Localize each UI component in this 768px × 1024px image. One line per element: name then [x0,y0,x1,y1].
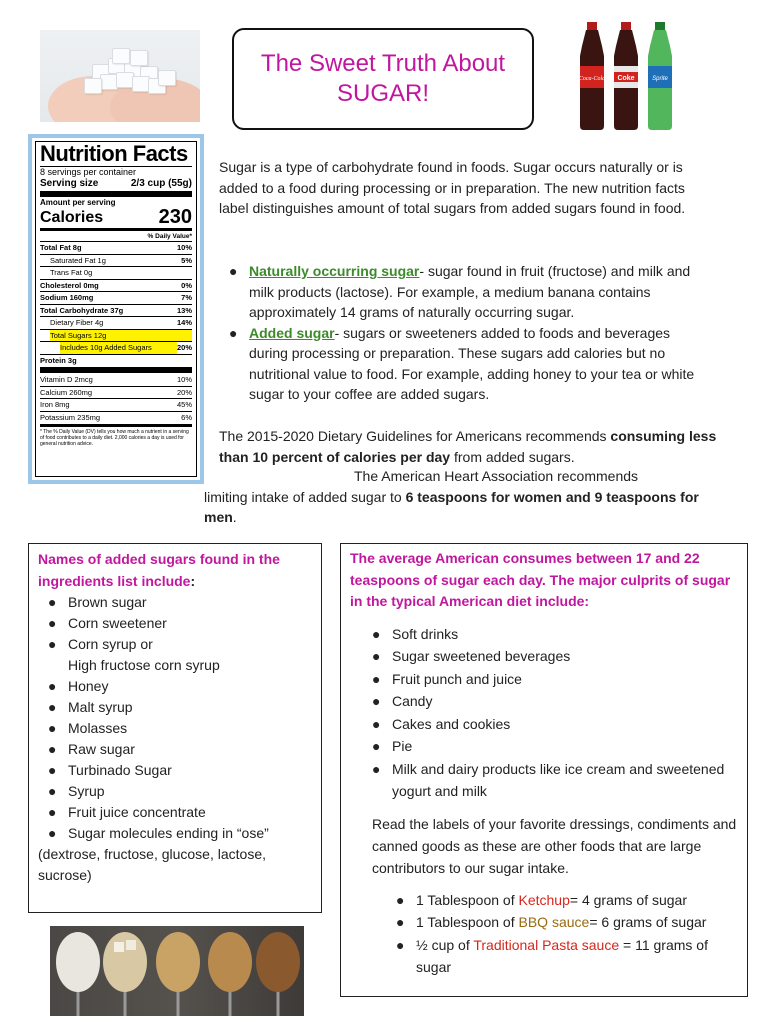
vitamin-label: Potassium 235mg [40,412,101,422]
average-consumption-box [340,543,748,997]
vitamin-dv: 45% [176,400,192,409]
naturally-occurring-text: - sugar found in fruit (fructose) and milk and milk products (lactose). For example, a medium banana contains approximately 14 grams of naturally occurring sugar. [249,263,691,320]
nutrient-label: Saturated Fat 1g [50,255,106,265]
list-item: ● Sugar sweetened beverages [372,648,571,664]
aha-pre: limiting intake of added sugar to [204,488,406,505]
nutrient-dv: 13% [176,305,192,315]
sugar-types-list [219,261,709,405]
title-line-2: SUGAR! [336,80,429,107]
vitamin-dv: 10% [176,375,192,384]
sugar-hands-photo [40,30,200,122]
ose-examples: (dextrose, fructose, glucose, lactose, sucrose) [38,846,266,883]
added-sugar-names-box [28,543,322,913]
sugar-examples-list [350,889,737,979]
pasta-sauce-label: Traditional Pasta sauce [473,936,620,953]
nutrient-label: Dietary Fiber 4g [50,318,104,327]
nutrient-dv: 7% [181,293,192,302]
nutrient-row [40,329,192,342]
ketchup-label: Ketchup [518,891,570,908]
cola-bottle-1 [579,22,605,130]
vitamin-label: Vitamin D 2mcg [40,375,93,384]
nutrient-rows [40,241,192,366]
naturally-occurring-term: Naturally occurring sugar [249,263,420,279]
nutrient-label: Protein 3g [40,355,77,365]
bottle-3-label: Sprite [652,76,668,82]
vitamin-dv: 6% [181,412,192,422]
raw-sugar-spoon [103,932,147,992]
aha-post: . [232,509,237,525]
list-item: ● Corn syrup or High fructose corn syrup [48,636,220,673]
nutrient-label: Cholesterol 0mg [40,280,99,290]
guidelines-bold: consuming less than 10 percent of calories per day [219,428,717,465]
serving-size-value: 2/3 cup (55g) [130,178,192,189]
list-item: ● Fruit punch and juice [372,670,522,687]
list-item: ● Raw sugar [48,741,135,757]
vitamin-label: Calcium 260mg [40,387,93,397]
list-item: ● Cakes and cookies [372,715,511,732]
list-item: ● Sugar molecules ending in “ose” [48,825,269,841]
dark-brown-sugar-spoon [256,932,300,992]
nutrient-row [40,291,192,304]
list-item: ● 1 Tablespoon of Ketchup= 4 grams of sugar [396,891,687,908]
names-box-heading: Names of added sugars found in the ingredients list include: [38,551,280,589]
vitamin-row [40,374,192,386]
vitamin-label: Iron 8mg [40,400,70,409]
aha-bold: 6 teaspoons for women and 9 teaspoons for men [204,488,699,525]
list-item: ● Added sugar- sugars or sweeteners added to foods and beverages during processing or preparation. These sugars add calories but no nutritional value to food. For example, adding honey to your tea or white sugar to your coffee are added sugars. [229,324,695,402]
intro-paragraph: Sugar is a type of carbohydrate found in foods. Sugar occurs naturally or is added to a food during processing or in preparation. The new nutrition facts label distinguishes amount of total sugars from added sugars found in food. [219,159,686,216]
list-item: ● Soft drinks [372,625,459,642]
nutrient-row [40,354,192,367]
nutrient-row [40,254,192,267]
nutrient-dv: 5% [181,255,192,265]
sprite-bottle [648,22,672,130]
list-item: ● Honey [48,678,109,694]
list-item: ● Milk and dairy products like ice cream and sweetened yogurt and milk [372,760,725,799]
list-item: ● ½ cup of Traditional Pasta sauce = 11 grams of sugar [396,936,708,975]
nutrient-dv: 14% [176,318,192,327]
nutrient-row [40,241,192,254]
calories-value: 230 [158,206,192,228]
cola-bottle-2 [614,22,638,130]
daily-value-header: % Daily Value* [147,233,192,240]
list-item: ● Brown sugar [48,594,147,610]
soda-bottles-photo [576,22,680,130]
list-item: ● Turbinado Sugar [48,762,172,778]
servings-per-container: 8 servings per container [40,167,137,177]
avg-box-heading: The average American consumes between 17 and 22 teaspoons of sugar each day. The major culprits of sugar in the typical American diet include: [350,550,731,609]
list-item: ● Molasses [48,720,128,736]
guidelines-post: from added sugars. [450,448,575,465]
nutrition-facts-title: Nutrition Facts [40,141,188,166]
vitamin-rows [40,374,192,423]
nutrient-row [40,304,192,317]
aha-recommendation [204,466,724,528]
brown-sugar-spoon [208,932,252,992]
vitamin-row [40,386,192,399]
sugar-spoons-photo [50,926,304,1016]
guidelines-pre: The 2015-2020 Dietary Guidelines for Americans recommends [219,428,611,444]
added-sugar-text: - sugars or sweeteners added to foods and beverages during processing or preparation. These sugars add calories but no nutritional value to food. For example, adding honey to your tea or white sugar to your coffee are added sugars. [249,324,695,402]
nutrient-dv: 0% [181,280,192,290]
nutrient-label: Total Fat 8g [40,243,82,252]
read-labels-text: Read the labels of your favorite dressings, condiments and canned goods as these are other foods that are large contributors to our sugar intake. [372,815,737,876]
nutrient-dv: 20% [176,343,192,352]
list-item: ● Corn sweetener [48,615,167,631]
title-box [232,28,534,130]
nutrient-label: Total Carbohydrate 37g [40,305,124,315]
light-brown-sugar-spoon [156,932,200,992]
nutrient-label: Total Sugars 12g [50,330,192,342]
dietary-guidelines-text [219,426,719,467]
nutrition-facts-label [28,134,204,484]
serving-size-label: Serving size [40,178,99,189]
nutrient-row [40,316,192,329]
nutrient-row [40,279,192,292]
list-item: ● Pie [372,738,413,754]
white-sugar-spoon [56,932,100,992]
list-item: ● Malt syrup [48,699,133,715]
nutrient-dv: 10% [176,243,192,252]
added-sugar-term: Added sugar [249,324,335,341]
list-item: ● Naturally occurring sugar- sugar found in fruit (fructose) and milk and milk products (lactose). For example, a medium banana contains approximately 14 grams of naturally occurring sugar. [229,263,691,320]
nutrition-footnote: * The % Daily Value (DV) tells you how much a nutrient in a serving of food contributes to a daily diet. 2,000 calories a day is used for general nutrition advice. [40,429,189,447]
nutrient-label: Trans Fat 0g [50,268,93,277]
bottle-2-label: Coke [617,75,635,82]
list-item: ● Fruit juice concentrate [48,804,206,820]
nutrient-label: Sodium 160mg [40,293,94,302]
bottle-1-label: Coca-Cola [578,76,606,82]
list-item: ● Syrup [48,783,105,799]
vitamin-row [40,411,192,424]
list-item: ● Candy [372,693,433,709]
vitamin-row [40,398,192,411]
nutrient-label: Includes 10g Added Sugars [60,342,177,354]
aha-line-1: The American Heart Association recommends [354,468,639,484]
nutrient-row [40,341,192,354]
added-sugar-names-list [38,592,313,886]
title-line-1: The Sweet Truth About [260,50,506,77]
bbq-sauce-label: BBQ sauce [518,914,590,930]
calories-label: Calories [40,209,104,226]
nutrient-row [40,266,192,279]
vitamin-dv: 20% [176,387,192,397]
culprits-list [350,623,737,803]
amount-per-serving: Amount per serving [40,198,116,207]
list-item: ● 1 Tablespoon of BBQ sauce= 6 grams of sugar [396,914,707,930]
